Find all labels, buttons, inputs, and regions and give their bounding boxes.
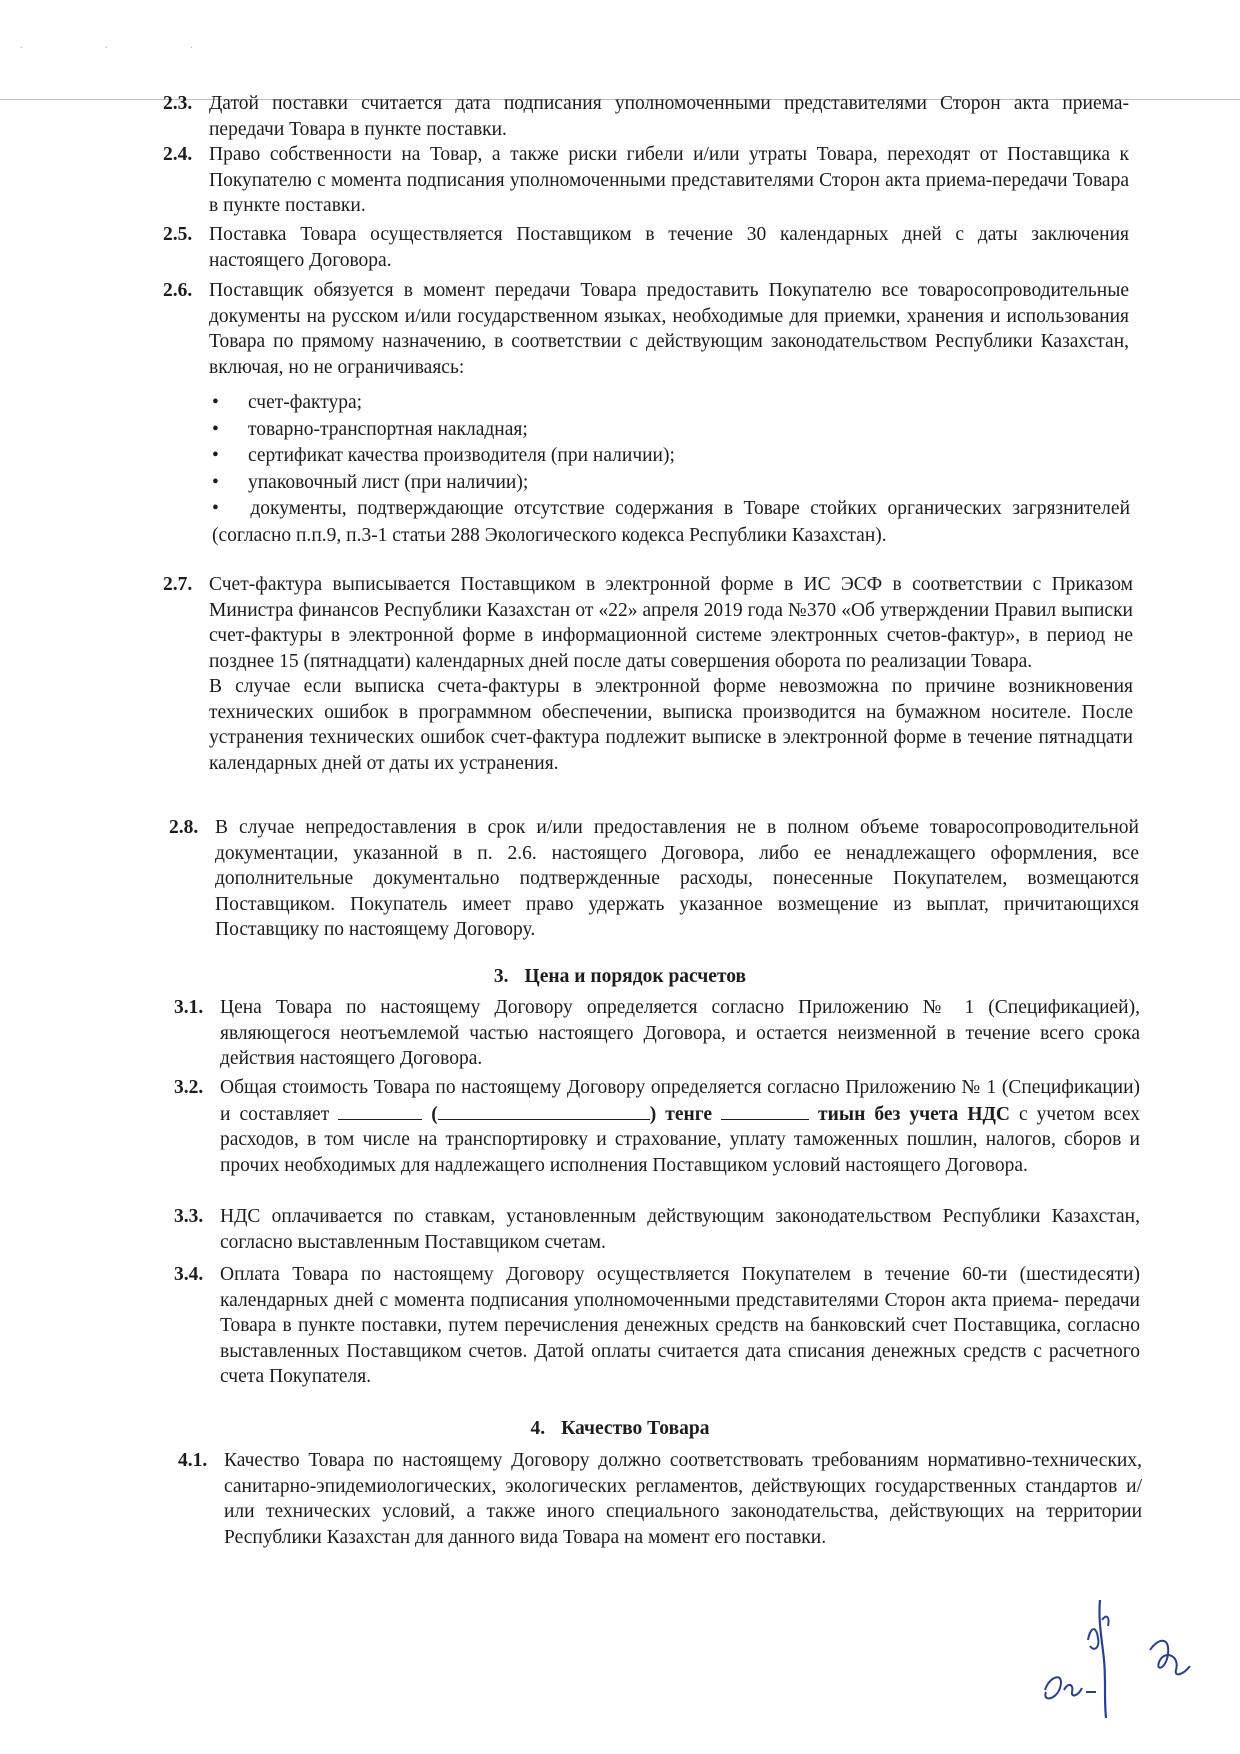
clause-text: Право собственности на Товар, а также риски гибели и/или утраты Товара, переходят от Поставщика к Покупателю с момента подписания уполномоченными представителями Сторон акта приема-передачи Товара в пункте поставки. (209, 144, 1129, 216)
clause-number: 2.8. (169, 817, 199, 838)
clause-text: Поставка Товара осуществляется Поставщиком в течение 30 календарных дней с даты заключения настоящего Договора. (209, 224, 1129, 271)
bullet-item: • товарно-транспортная накладная; (212, 418, 528, 440)
clause-text-paragraph-2: В случае если выписка счета-фактуры в электронной форме невозможна по причине возникновения технических ошибок в программном обеспечении, выписка производится на бумажном носителе. После устранения технических ошибок счет-фактура подлежит выписке в электронной форме в течение пятнадцати календарных дней от даты их устранения. (209, 676, 1133, 774)
section-3-heading: 3. Цена и порядок расчетов (493, 966, 747, 987)
clause-number: 4.1. (178, 1450, 208, 1471)
clause-number: 2.4. (163, 144, 193, 165)
clause-3-2 (174, 1075, 1141, 1178)
clause-text: Оплата Товара по настоящему Договору осуществляется Покупателем в течение 60-ти (шестидесяти) календарных дней с момента подписания уполномоченными представителями Сторон акта приема- передачи Товара в пункте поставки, путем перечисления денежных средств на банковский счет Поставщика, согласно выставленных Поставщиком счетов. Датой оплаты считается дата списания денежных средств с расчетного счета Покупателя. (220, 1264, 1140, 1387)
clause-text: Общая стоимость Товара по настоящему Договору определяется согласно Приложению № 1 (Спецификации) и составляет ( ) тенге тиын без учета НДС с учетом всех расходов, в том числе на транспортировку и страхование, уплату таможенных пошлин, налогов, сборов и прочих необходимых для надлежащего исполнения Поставщиком условий настоящего Договора. (220, 1077, 1141, 1176)
clause-3-1 (174, 995, 1140, 1072)
clause-number: 2.5. (163, 224, 193, 245)
clause-text: Поставщик обязуется в момент передачи Товара предоставить Покупателю все товаросопроводительные документы на русском и/или государственном языках, необходимые для приемки, хранения и использования Товара по прямому назначению, в соответствии с действующим законодательством Республики Казахстан, включая, но не ограничиваясь: (209, 280, 1129, 378)
clause-2-3 (163, 91, 1129, 142)
clause-2-4 (163, 142, 1129, 219)
clause-number: 3.3. (174, 1206, 204, 1227)
clause-text: Качество Товара по настоящему Договору должно соответствовать требованиям нормативно-технических, санитарно-эпидемиологических, экологических регламентов, действующих государственных стандартов и/или технических условий, а также иного специального законодательства, действующих на территории Республики Казахстан для данного вида Товара на момент его поставки. (224, 1450, 1142, 1548)
section-4-heading: 4. Качество Товара (530, 1418, 710, 1439)
clause-text: В случае непредоставления в срок и/или предоставления не в полном объеме товаросопроводительной документации, указанной в п. 2.6. настоящего Договора, либо ее ненадлежащего оформления, все дополнительные документально подтвержденные расходы, понесенные Покупателем, возмещаются Поставщиком. Покупатель имеет право удержать указанное возмещение из выплат, причитающихся Поставщику по настоящему Договору. (215, 817, 1139, 940)
clause-2-8 (169, 815, 1139, 943)
clause-number: 2.6. (163, 280, 193, 301)
clause-text: Цена Товара по настоящему Договору определяется согласно Приложению № 1 (Спецификацией), являющегося неотъемлемой частью настоящего Договора, и остается неизменной в течение всего срока действия настоящего Договора. (220, 997, 1140, 1069)
clause-2-5 (163, 222, 1129, 273)
clause-number: 3.1. (174, 997, 204, 1018)
clause-number: 2.7. (163, 574, 193, 595)
clause-number: 2.3. (163, 93, 193, 114)
clause-text: НДС оплачивается по ставкам, установленным действующим законодательством Республики Казахстан, согласно выставленным Поставщиком счетам. (220, 1206, 1140, 1253)
clause-text: Датой поставки считается дата подписания уполномоченными представителями Сторон акта приема-передачи Товара в пункте поставки. (209, 93, 1129, 140)
handwritten-initials-signature (1030, 1580, 1210, 1720)
tiyn-blank[interactable] (721, 1101, 809, 1120)
clause-4-1 (178, 1448, 1142, 1550)
clause-number: 3.4. (174, 1264, 204, 1285)
clause-3-3 (174, 1204, 1140, 1255)
bullet-item: • упаковочный лист (при наличии); (212, 471, 529, 493)
bullet-item: • счет-фактура; (212, 392, 363, 413)
amount-words-blank[interactable] (438, 1101, 650, 1120)
bullet-item: • сертификат качества производителя (при наличии); (212, 445, 675, 466)
clause-text: Счет-фактура выписывается Поставщиком в электронной форме в ИС ЭСФ в соответствии с Приказом Министра финансов Республики Казахстан от «22» апреля 2019 года №370 «Об утверждении Правил выписки счет-фактуры в электронной форме в информационной системе электронных счетов-фактур», в период не позднее 15 (пятнадцати) календарных дней после даты совершения оборота по реализации Товара. (209, 574, 1133, 672)
clause-number: 3.2. (174, 1077, 204, 1098)
clause-2-6 (163, 278, 1129, 380)
documents-bullet-list (212, 390, 1130, 549)
scan-artifact-dots: . . . (20, 40, 233, 51)
clause-2-7 (163, 572, 1133, 776)
bullet-item: • документы, подтверждающие отсутствие содержания в Товаре стойких органических загрязнителей (согласно п.п.9, п.3-1 статьи 288 Экологического кодекса Республики Казахстан). (212, 498, 1131, 546)
amount-blank[interactable] (338, 1101, 422, 1120)
clause-3-4 (174, 1262, 1140, 1390)
